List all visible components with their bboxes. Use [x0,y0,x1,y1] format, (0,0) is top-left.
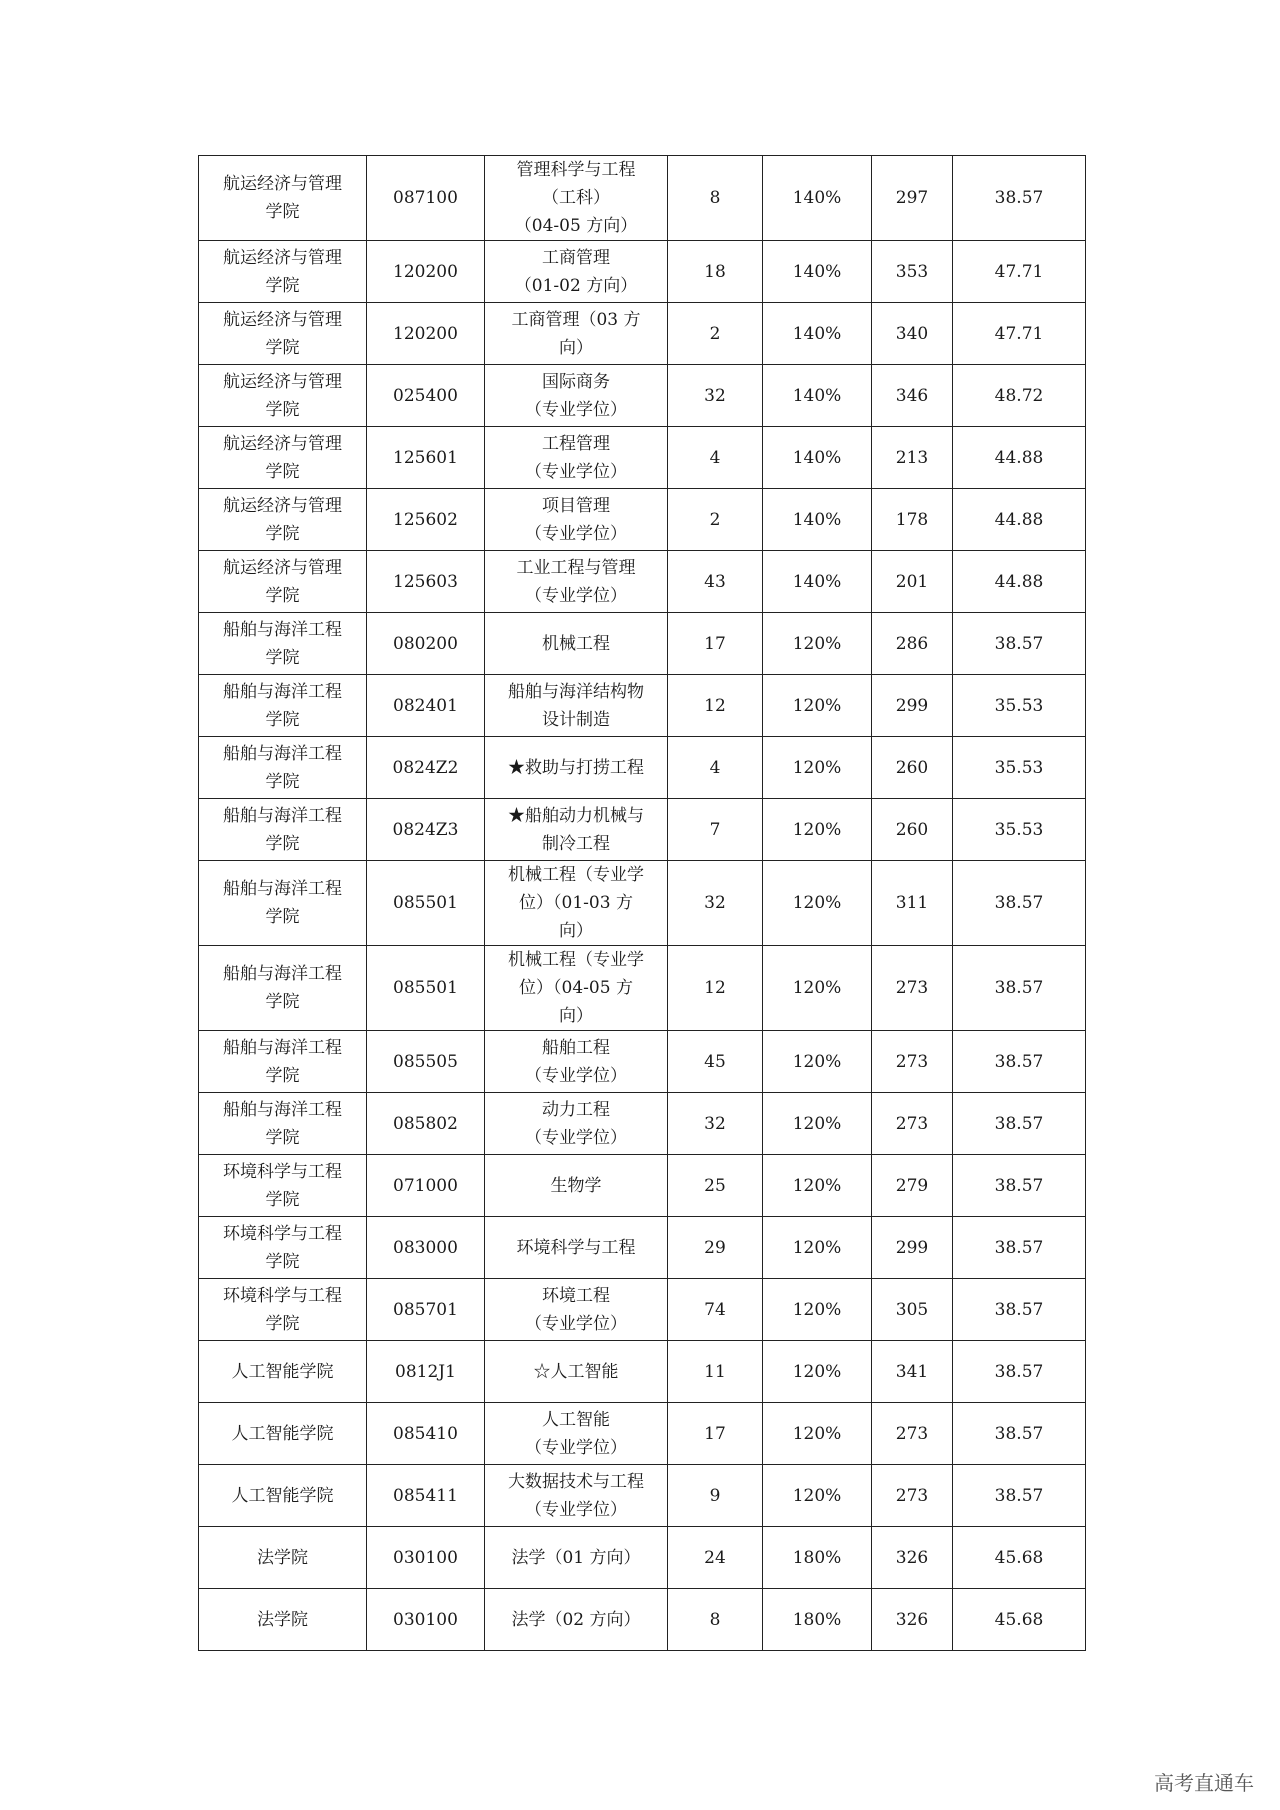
subject-score-cell: 38.57 [953,1031,1086,1093]
ratio-cell: 180% [763,1589,872,1651]
subject-score-cell: 38.57 [953,1341,1086,1403]
code-cell: 120200 [367,303,485,365]
code-cell: 071000 [367,1155,485,1217]
major-cell: 国际商务 （专业学位） [485,365,668,427]
table-row [199,737,1086,799]
code-cell: 085701 [367,1279,485,1341]
quota-cell: 4 [668,427,763,489]
subject-score-cell: 47.71 [953,303,1086,365]
total-score-cell: 297 [872,156,953,241]
quota-cell: 2 [668,303,763,365]
major-cell: 机械工程（专业学 位）（01-03 方 向） [485,861,668,946]
college-cell: 船舶与海洋工程 学院 [199,946,367,1031]
table-row [199,1031,1086,1093]
total-score-cell: 340 [872,303,953,365]
subject-score-cell: 35.53 [953,675,1086,737]
subject-score-cell: 44.88 [953,427,1086,489]
code-cell: 085411 [367,1465,485,1527]
code-cell: 085410 [367,1403,485,1465]
table-row [199,613,1086,675]
code-cell: 085501 [367,861,485,946]
quota-cell: 4 [668,737,763,799]
table-row [199,1217,1086,1279]
major-cell: ☆人工智能 [485,1341,668,1403]
quota-cell: 12 [668,946,763,1031]
major-cell: 动力工程 （专业学位） [485,1093,668,1155]
total-score-cell: 341 [872,1341,953,1403]
total-score-cell: 326 [872,1527,953,1589]
table-row [199,1341,1086,1403]
major-cell: 工程管理 （专业学位） [485,427,668,489]
major-cell: 生物学 [485,1155,668,1217]
subject-score-cell: 44.88 [953,489,1086,551]
total-score-cell: 346 [872,365,953,427]
total-score-cell: 279 [872,1155,953,1217]
ratio-cell: 140% [763,489,872,551]
ratio-cell: 120% [763,861,872,946]
total-score-cell: 213 [872,427,953,489]
major-cell: 管理科学与工程 （工科） （04-05 方向） [485,156,668,241]
college-cell: 船舶与海洋工程 学院 [199,1093,367,1155]
quota-cell: 74 [668,1279,763,1341]
quota-cell: 25 [668,1155,763,1217]
total-score-cell: 273 [872,946,953,1031]
ratio-cell: 120% [763,1217,872,1279]
college-cell: 船舶与海洋工程 学院 [199,675,367,737]
college-cell: 航运经济与管理 学院 [199,365,367,427]
code-cell: 125603 [367,551,485,613]
quota-cell: 24 [668,1527,763,1589]
ratio-cell: 140% [763,241,872,303]
college-cell: 船舶与海洋工程 学院 [199,799,367,861]
subject-score-cell: 38.57 [953,1403,1086,1465]
total-score-cell: 353 [872,241,953,303]
table-row [199,551,1086,613]
code-cell: 120200 [367,241,485,303]
major-cell: ★船舶动力机械与 制冷工程 [485,799,668,861]
watermark-text: 高考直通车 [1154,1771,1254,1795]
major-cell: 项目管理 （专业学位） [485,489,668,551]
code-cell: 085802 [367,1093,485,1155]
major-cell: ★救助与打捞工程 [485,737,668,799]
college-cell: 航运经济与管理 学院 [199,427,367,489]
major-cell: 法学（01 方向） [485,1527,668,1589]
code-cell: 083000 [367,1217,485,1279]
quota-cell: 43 [668,551,763,613]
quota-cell: 29 [668,1217,763,1279]
total-score-cell: 260 [872,799,953,861]
major-cell: 人工智能 （专业学位） [485,1403,668,1465]
table-row [199,427,1086,489]
ratio-cell: 140% [763,156,872,241]
ratio-cell: 140% [763,427,872,489]
total-score-cell: 311 [872,861,953,946]
quota-cell: 11 [668,1341,763,1403]
college-cell: 环境科学与工程 学院 [199,1217,367,1279]
ratio-cell: 120% [763,1465,872,1527]
total-score-cell: 260 [872,737,953,799]
subject-score-cell: 35.53 [953,737,1086,799]
college-cell: 人工智能学院 [199,1403,367,1465]
subject-score-cell: 45.68 [953,1527,1086,1589]
code-cell: 0824Z2 [367,737,485,799]
table-row [199,675,1086,737]
ratio-cell: 120% [763,799,872,861]
code-cell: 030100 [367,1589,485,1651]
major-cell: 工业工程与管理 （专业学位） [485,551,668,613]
ratio-cell: 140% [763,365,872,427]
table-row [199,1589,1086,1651]
quota-cell: 45 [668,1031,763,1093]
college-cell: 船舶与海洋工程 学院 [199,613,367,675]
quota-cell: 12 [668,675,763,737]
subject-score-cell: 44.88 [953,551,1086,613]
table-body [199,156,1086,1651]
subject-score-cell: 38.57 [953,156,1086,241]
code-cell: 085505 [367,1031,485,1093]
quota-cell: 32 [668,861,763,946]
subject-score-cell: 47.71 [953,241,1086,303]
quota-cell: 18 [668,241,763,303]
major-cell: 大数据技术与工程 （专业学位） [485,1465,668,1527]
ratio-cell: 120% [763,737,872,799]
table-row [199,1093,1086,1155]
ratio-cell: 120% [763,1155,872,1217]
code-cell: 125601 [367,427,485,489]
major-cell: 工商管理 （01-02 方向） [485,241,668,303]
subject-score-cell: 38.57 [953,1093,1086,1155]
subject-score-cell: 38.57 [953,1279,1086,1341]
quota-cell: 32 [668,1093,763,1155]
major-cell: 船舶与海洋结构物 设计制造 [485,675,668,737]
total-score-cell: 326 [872,1589,953,1651]
quota-cell: 9 [668,1465,763,1527]
total-score-cell: 273 [872,1403,953,1465]
table-row [199,861,1086,946]
code-cell: 125602 [367,489,485,551]
ratio-cell: 180% [763,1527,872,1589]
quota-cell: 17 [668,613,763,675]
subject-score-cell: 35.53 [953,799,1086,861]
code-cell: 0824Z3 [367,799,485,861]
quota-cell: 7 [668,799,763,861]
major-cell: 机械工程（专业学 位）（04-05 方 向） [485,946,668,1031]
subject-score-cell: 38.57 [953,613,1086,675]
ratio-cell: 120% [763,1279,872,1341]
quota-cell: 8 [668,156,763,241]
code-cell: 085501 [367,946,485,1031]
major-cell: 船舶工程 （专业学位） [485,1031,668,1093]
college-cell: 航运经济与管理 学院 [199,551,367,613]
college-cell: 船舶与海洋工程 学院 [199,737,367,799]
major-cell: 机械工程 [485,613,668,675]
college-cell: 环境科学与工程 学院 [199,1155,367,1217]
table-row [199,156,1086,241]
subject-score-cell: 38.57 [953,1465,1086,1527]
subject-score-cell: 48.72 [953,365,1086,427]
code-cell: 082401 [367,675,485,737]
quota-cell: 32 [668,365,763,427]
total-score-cell: 201 [872,551,953,613]
total-score-cell: 305 [872,1279,953,1341]
quota-cell: 17 [668,1403,763,1465]
major-cell: 环境科学与工程 [485,1217,668,1279]
table-row [199,1527,1086,1589]
college-cell: 人工智能学院 [199,1341,367,1403]
total-score-cell: 299 [872,1217,953,1279]
subject-score-cell: 45.68 [953,1589,1086,1651]
table-row [199,1465,1086,1527]
table-row [199,799,1086,861]
total-score-cell: 273 [872,1465,953,1527]
subject-score-cell: 38.57 [953,1155,1086,1217]
ratio-cell: 120% [763,1403,872,1465]
ratio-cell: 120% [763,613,872,675]
college-cell: 航运经济与管理 学院 [199,489,367,551]
ratio-cell: 140% [763,303,872,365]
ratio-cell: 120% [763,1093,872,1155]
total-score-cell: 273 [872,1093,953,1155]
table-row [199,365,1086,427]
total-score-cell: 178 [872,489,953,551]
table-row [199,303,1086,365]
table-row [199,1403,1086,1465]
major-cell: 工商管理（03 方 向） [485,303,668,365]
ratio-cell: 120% [763,946,872,1031]
table-row [199,1279,1086,1341]
college-cell: 船舶与海洋工程 学院 [199,1031,367,1093]
college-cell: 航运经济与管理 学院 [199,303,367,365]
ratio-cell: 120% [763,1031,872,1093]
table-row [199,1155,1086,1217]
table-row [199,946,1086,1031]
college-cell: 法学院 [199,1527,367,1589]
major-cell: 法学（02 方向） [485,1589,668,1651]
code-cell: 080200 [367,613,485,675]
code-cell: 087100 [367,156,485,241]
ratio-cell: 140% [763,551,872,613]
total-score-cell: 299 [872,675,953,737]
college-cell: 航运经济与管理 学院 [199,156,367,241]
admission-table [198,155,1086,1651]
college-cell: 船舶与海洋工程 学院 [199,861,367,946]
college-cell: 环境科学与工程 学院 [199,1279,367,1341]
quota-cell: 8 [668,1589,763,1651]
table-row [199,241,1086,303]
ratio-cell: 120% [763,1341,872,1403]
code-cell: 0812J1 [367,1341,485,1403]
total-score-cell: 286 [872,613,953,675]
code-cell: 025400 [367,365,485,427]
college-cell: 法学院 [199,1589,367,1651]
table-row [199,489,1086,551]
subject-score-cell: 38.57 [953,946,1086,1031]
major-cell: 环境工程 （专业学位） [485,1279,668,1341]
college-cell: 人工智能学院 [199,1465,367,1527]
total-score-cell: 273 [872,1031,953,1093]
code-cell: 030100 [367,1527,485,1589]
subject-score-cell: 38.57 [953,861,1086,946]
ratio-cell: 120% [763,675,872,737]
subject-score-cell: 38.57 [953,1217,1086,1279]
quota-cell: 2 [668,489,763,551]
college-cell: 航运经济与管理 学院 [199,241,367,303]
